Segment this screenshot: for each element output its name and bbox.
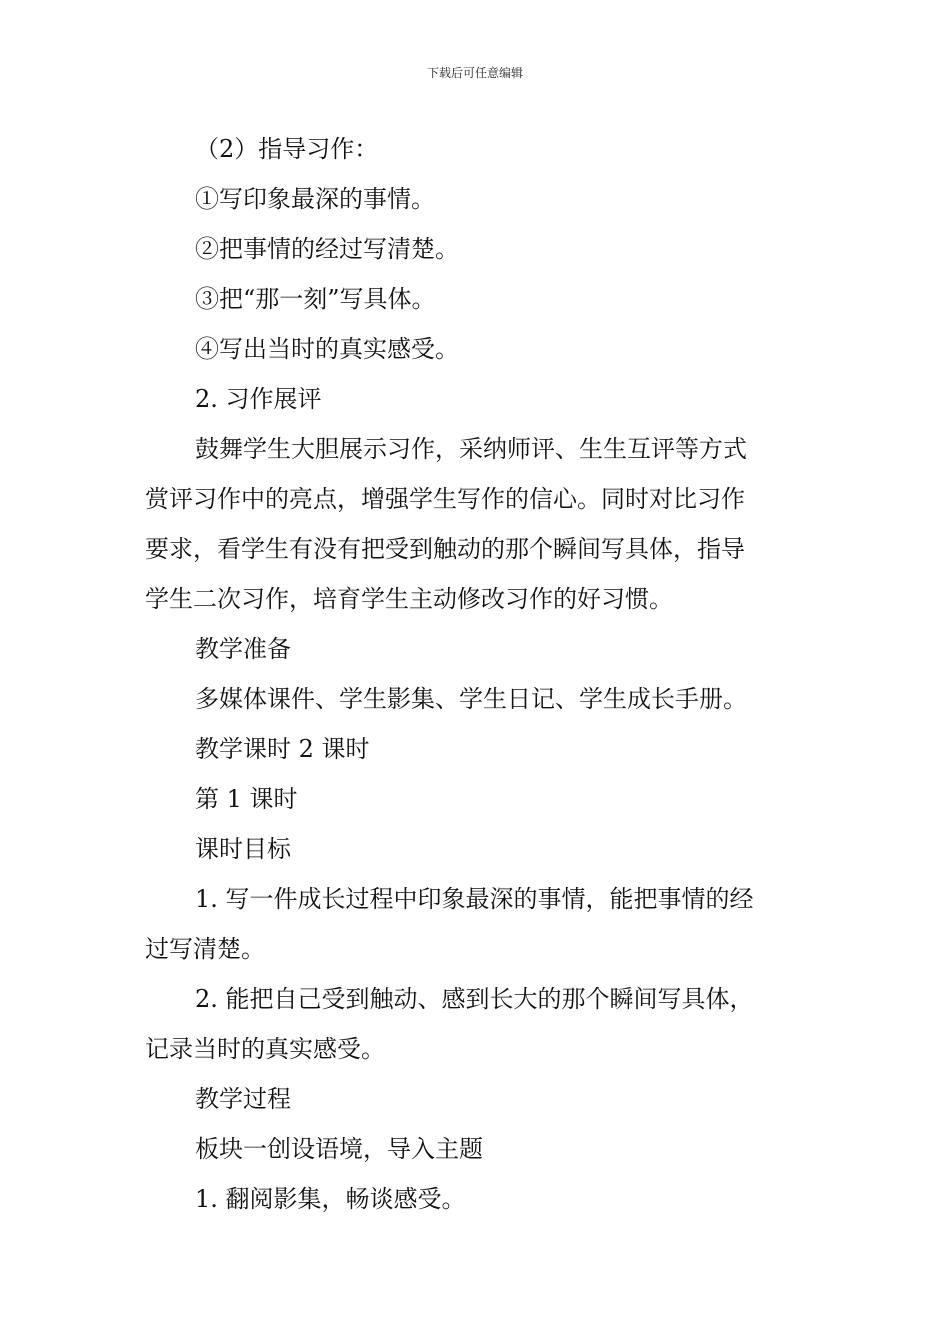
paragraph-line: 学生二次习作，培育学生主动修改习作的好习惯。 xyxy=(145,585,673,613)
paragraph-line: 2. 能把自己受到触动、感到长大的那个瞬间写具体， xyxy=(195,985,754,1013)
text-line: 多媒体课件、学生影集、学生日记、学生成长手册。 xyxy=(195,685,747,713)
text-line: 教学课时 2 课时 xyxy=(195,735,370,763)
section-heading: 课时目标 xyxy=(195,835,291,863)
text-line: 2. 习作展评 xyxy=(195,385,322,413)
paragraph-line: 记录当时的真实感受。 xyxy=(145,1035,385,1063)
text-line: ②把事情的经过写清楚。 xyxy=(195,235,459,263)
paragraph-line: 赏评习作中的亮点，增强学生写作的信心。同时对比习作 xyxy=(145,485,745,513)
text-line: ④写出当时的真实感受。 xyxy=(195,335,459,363)
page-header: 下载后可任意编辑 xyxy=(426,66,523,80)
paragraph-line: 1. 写一件成长过程中印象最深的事情，能把事情的经 xyxy=(195,885,754,913)
paragraph-line: 要求，看学生有没有把受到触动的那个瞬间写具体，指导 xyxy=(145,535,745,563)
paragraph-line: 过写清楚。 xyxy=(145,935,265,963)
text-line: （2）指导习作： xyxy=(195,135,379,163)
text-line: ①写印象最深的事情。 xyxy=(195,185,435,213)
text-line: 1. 翻阅影集，畅谈感受。 xyxy=(195,1185,466,1213)
text-line: ③把“那一刻”写具体。 xyxy=(195,285,436,313)
text-line: 第 1 课时 xyxy=(195,785,298,813)
section-heading: 教学过程 xyxy=(195,1085,291,1113)
paragraph-line: 鼓舞学生大胆展示习作，采纳师评、生生互评等方式 xyxy=(195,435,747,463)
section-heading: 教学准备 xyxy=(195,635,291,663)
text-line: 板块一创设语境，导入主题 xyxy=(195,1135,483,1163)
